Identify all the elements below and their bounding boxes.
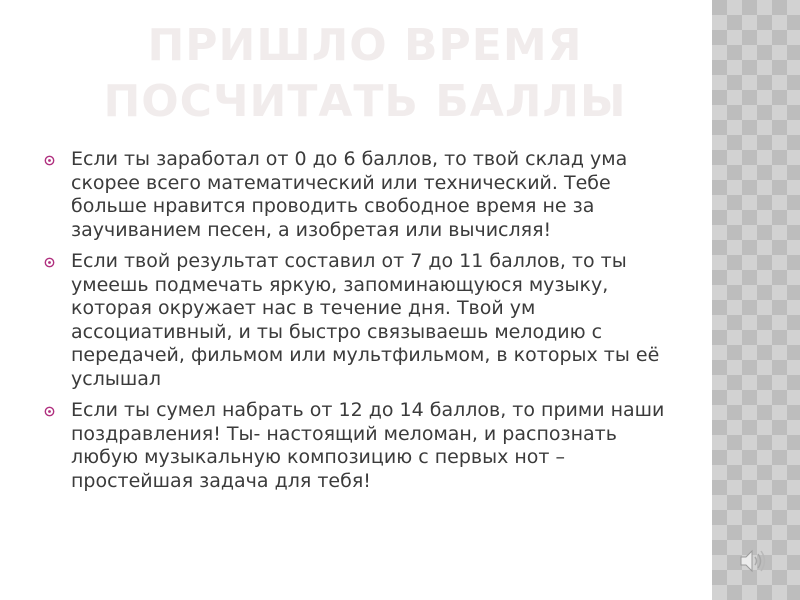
bullet-list <box>40 148 680 501</box>
circle-bullet-icon <box>44 406 55 417</box>
circle-bullet-icon <box>44 155 55 166</box>
bullet-text: Если твой результат составил от 7 до 11 баллов, то ты умеешь подмечать яркую, запоминающуюся музыку, которая окружает нас в течение дня. Твой ум ассоциативный, и ты быстро связываешь мелодию с передачей, фильмом или мультфильмом, в которых ты её услышал <box>71 250 660 390</box>
circle-bullet-icon <box>44 257 55 268</box>
bullet-text: Если ты заработал от 0 до 6 баллов, то твой склад ума скорее всего математический или технический. Тебе больше нравится проводить свободное время не за заучиванием песен, а изобретая или вычисляя! <box>71 148 628 241</box>
speaker-icon[interactable] <box>738 548 766 574</box>
slide-title: ПРИШЛО ВРЕМЯ ПОСЧИТАТЬ БАЛЛЫ <box>103 20 627 127</box>
bullet-text: Если ты сумел набрать от 12 до 14 баллов, то прими наши поздравления! Ты- настоящий меломан, и распознать любую музыкальную композицию с первых нот – простейшая задача для тебя! <box>71 399 665 492</box>
decorative-side-panel <box>712 0 800 600</box>
bullet-item <box>40 250 680 391</box>
bullet-item <box>40 148 680 242</box>
bullet-item <box>40 399 680 493</box>
